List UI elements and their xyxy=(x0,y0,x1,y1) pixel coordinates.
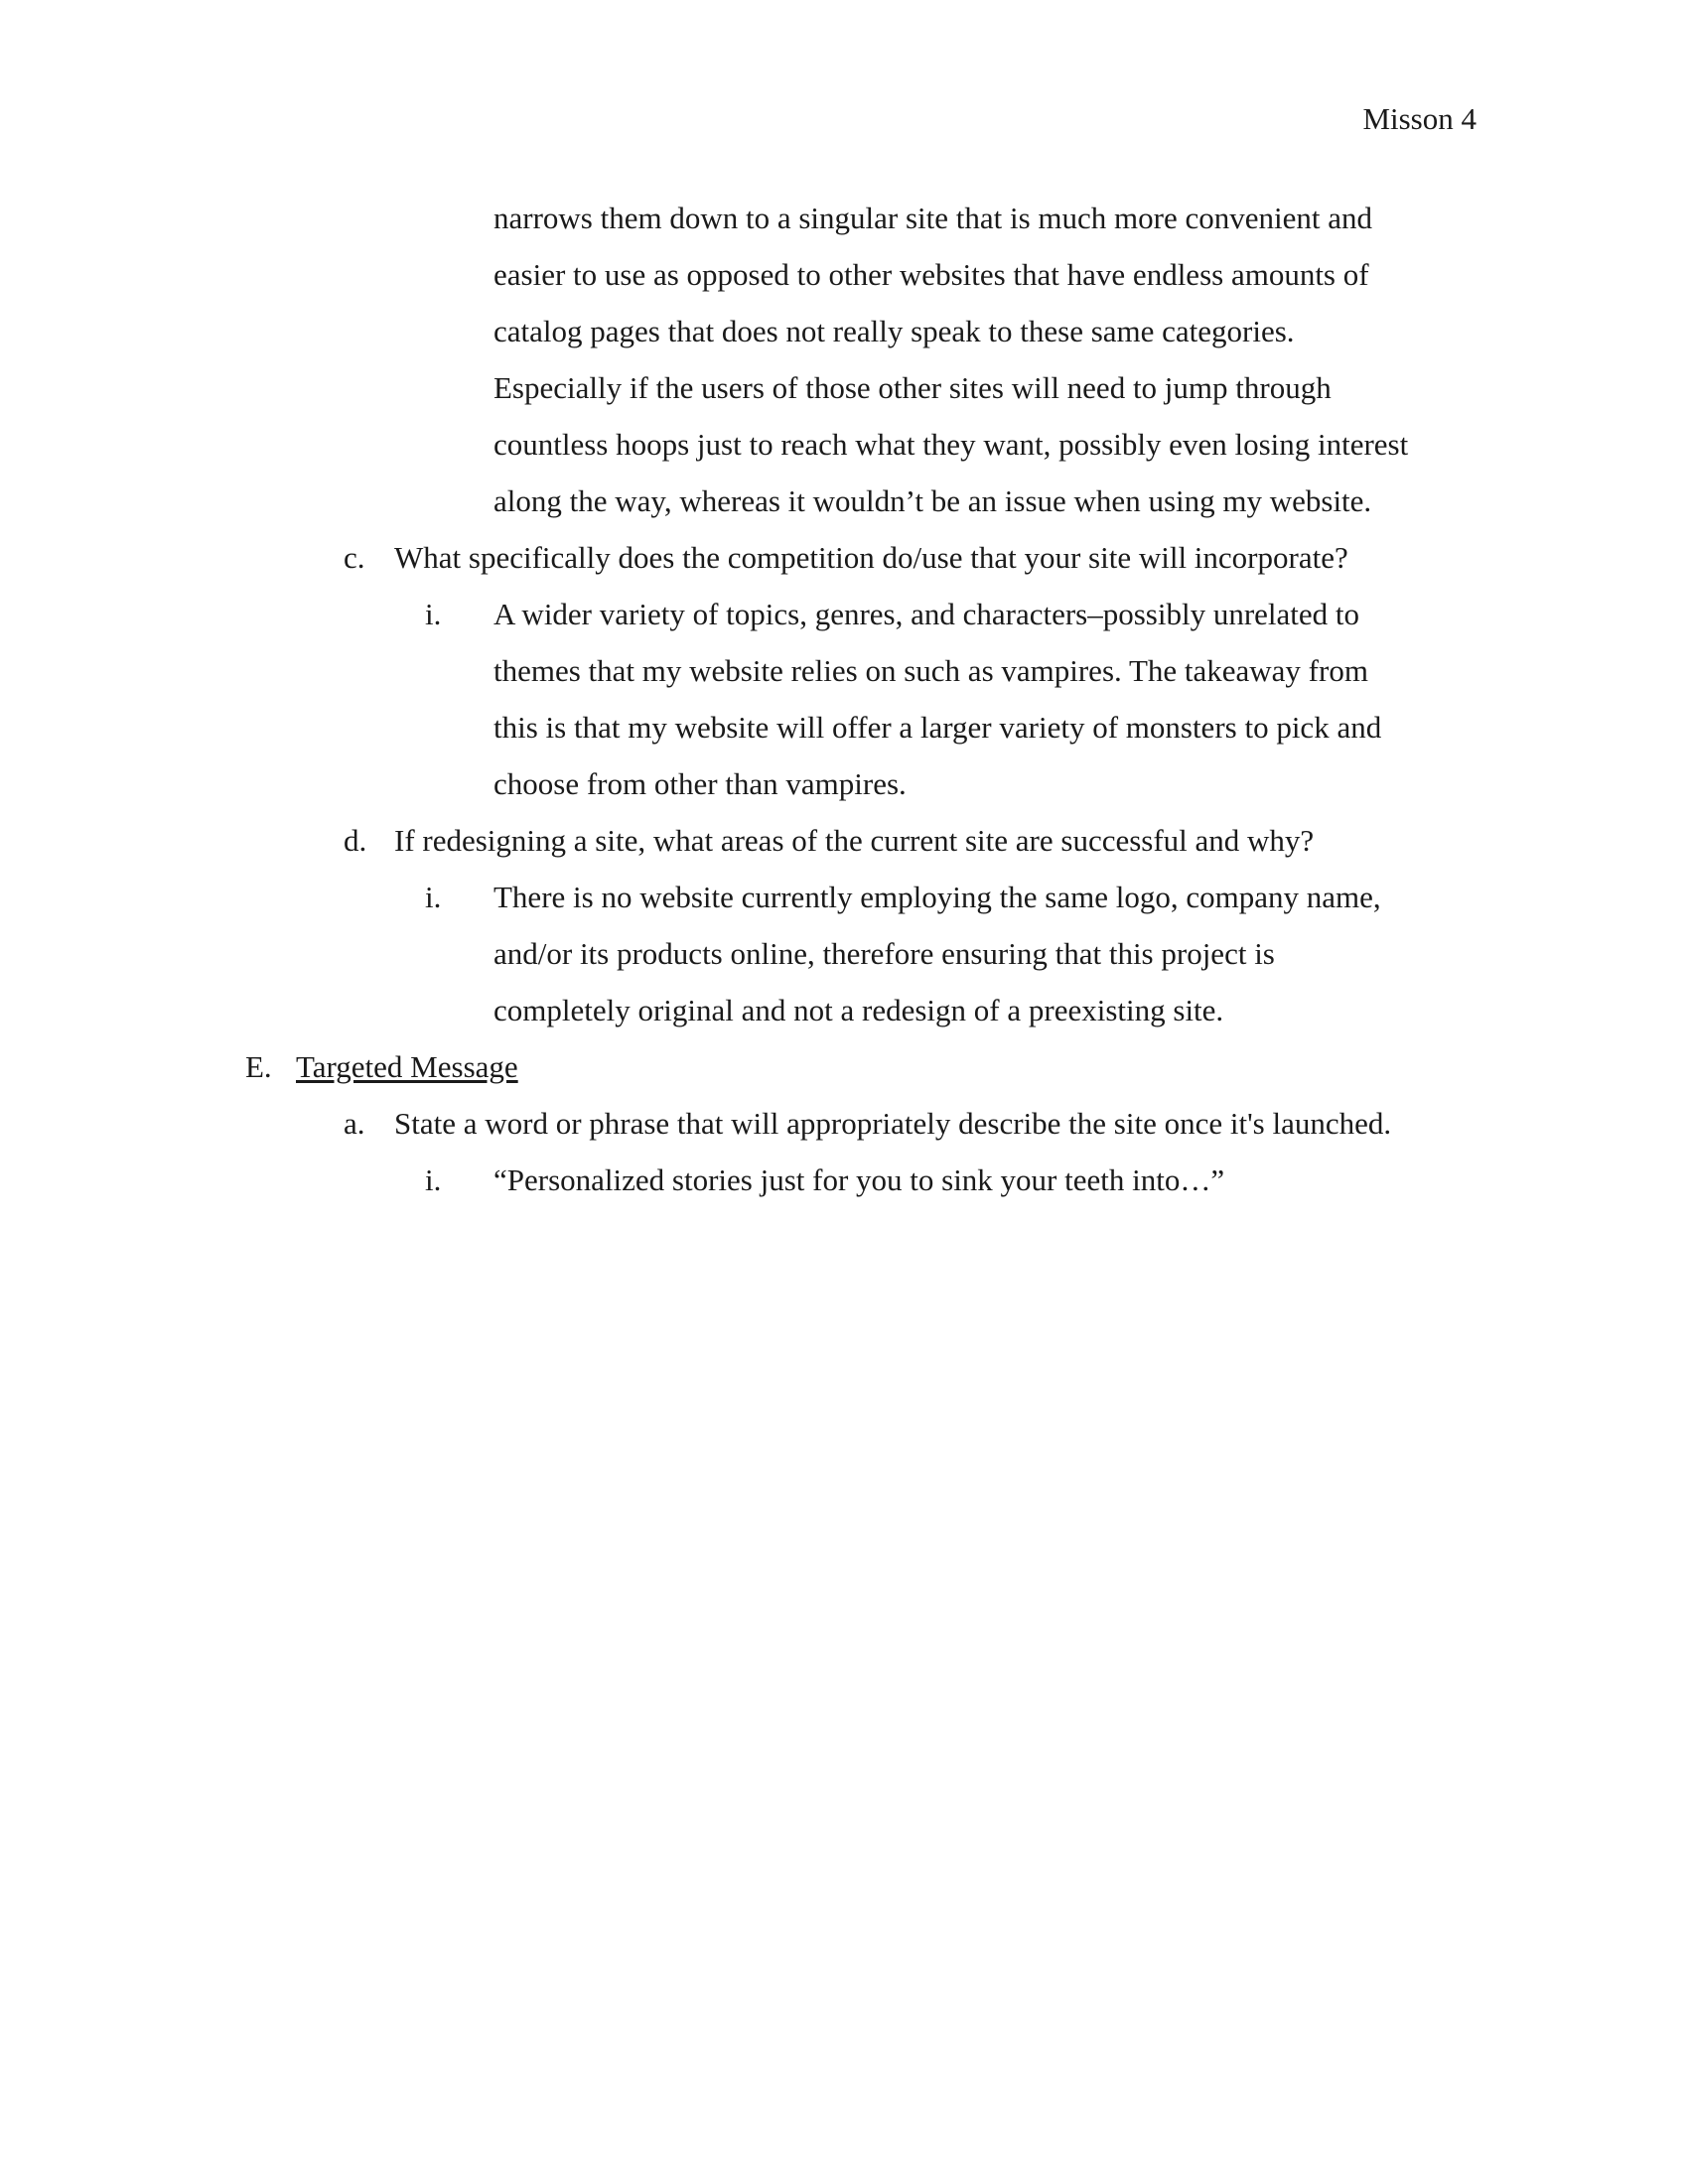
section-title: Targeted Message xyxy=(296,1049,518,1084)
paragraph-line: along the way, whereas it wouldn’t be an issue when using my website. xyxy=(493,483,1372,518)
paragraph-line: countless hoops just to reach what they want, possibly even losing interest xyxy=(493,427,1409,462)
answer-line: There is no website currently employing the same logo, company name, xyxy=(493,880,1381,914)
sub-list-marker: i. xyxy=(425,880,442,914)
answer-line: choose from other than vampires. xyxy=(493,766,907,801)
answer-line: this is that my website will offer a larger variety of monsters to pick and xyxy=(493,710,1382,745)
running-header: Misson 4 xyxy=(1362,101,1477,136)
question-text: State a word or phrase that will appropriately describe the site once it's launched. xyxy=(394,1106,1392,1141)
paragraph-line: narrows them down to a singular site that is much more convenient and xyxy=(493,201,1373,235)
list-marker: c. xyxy=(344,540,365,575)
sub-list-marker: i. xyxy=(425,1162,442,1197)
list-marker: d. xyxy=(344,823,367,858)
paragraph-line: easier to use as opposed to other websites that have endless amounts of xyxy=(493,257,1369,292)
sub-list-marker: i. xyxy=(425,597,442,631)
answer-line: and/or its products online, therefore ensuring that this project is xyxy=(493,936,1275,971)
section-marker: E. xyxy=(245,1049,272,1084)
question-text: If redesigning a site, what areas of the current site are successful and why? xyxy=(394,823,1315,858)
answer-line: “Personalized stories just for you to sink your teeth into…” xyxy=(493,1162,1225,1197)
answer-line: themes that my website relies on such as vampires. The takeaway from xyxy=(493,653,1368,688)
list-marker: a. xyxy=(344,1106,365,1141)
answer-line: A wider variety of topics, genres, and characters–possibly unrelated to xyxy=(493,597,1360,631)
question-text: What specifically does the competition do/use that your site will incorporate? xyxy=(394,540,1348,575)
paragraph-line: catalog pages that does not really speak to these same categories. xyxy=(493,314,1295,348)
paragraph-line: Especially if the users of those other sites will need to jump through xyxy=(493,370,1332,405)
answer-line: completely original and not a redesign of a preexisting site. xyxy=(493,993,1224,1027)
